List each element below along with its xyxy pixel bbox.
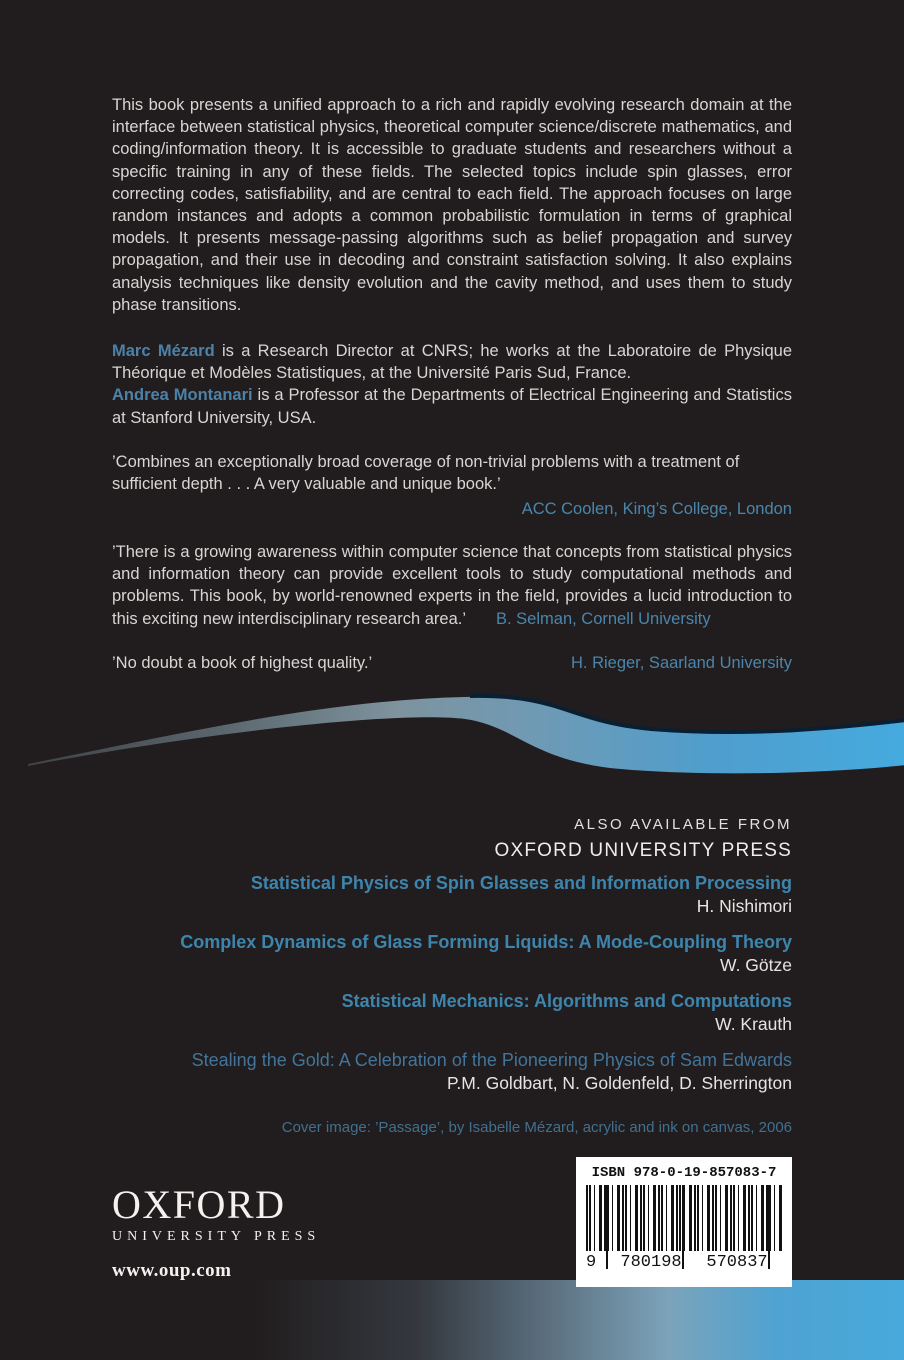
review-attribution: ACC Coolen, King’s College, London [521,500,792,519]
book-list-item [112,990,792,1035]
review-quote: ’No doubt a book of highest quality.’ [112,654,373,672]
book-list-item [112,931,792,976]
swoosh-ribbon [28,697,904,773]
book-list [112,872,792,1108]
review-rieger [112,652,792,674]
book-author: W. Götze [720,955,792,975]
cover-image-credit: Cover image: ’Passage’, by Isabelle Mézard, acrylic and ink on canvas, 2006 [281,1119,792,1136]
author-name: Andrea Montanari [112,386,253,405]
bottom-gradient-band [0,1280,904,1360]
author-bio [112,384,792,428]
author-bio-text: is a Professor at the Departments of Electrical Engineering and Statistics at Stanford University, USA. [112,386,792,427]
also-available-heading: ALSO AVAILABLE FROM [574,816,792,833]
ean-digit-group: 9 [586,1253,597,1272]
book-list-item [112,1049,792,1094]
isbn-number: ISBN 978-0-19-857083-7 [591,1165,777,1181]
oup-website: www.oup.com [112,1260,232,1281]
barcode-bars [586,1185,782,1251]
book-title: Statistical Mechanics: Algorithms and Computations [341,991,792,1011]
oxford-logo [112,1182,321,1282]
book-title: Stealing the Gold: A Celebration of the Pioneering Physics of Sam Edwards [191,1050,792,1070]
book-author: H. Nishimori [696,896,792,916]
review-quote: ’There is a growing awareness within computer science that concepts from statistical physics and information theory can provide excellent tools to study computational methods and problems. This book, by world-renowned experts in the field, provides a lucid introduction to this exciting new interdisciplinary research area.’ B. Selman, Cornell University [112,543,792,628]
author-bio-text: is a Research Director at CNRS; he works at the Laboratoire de Physique Théorique et Modèles Statistiques, at the Université Paris Sud, France. [112,342,793,383]
author-bio [112,340,792,384]
author-bios [112,340,792,429]
book-title: Complex Dynamics of Glass Forming Liquids: A Mode-Coupling Theory [180,932,792,952]
description-paragraph: This book presents a unified approach to a rich and rapidly evolving research domain at the interface between statistical physics, theoretical computer science/discrete mathematics, and coding/information theory. It is accessible to graduate students and researchers without a specific training in any of these fields. The selected topics include spin glasses, error correcting codes, satisfiability, and are central to each field. The approach focuses on large random instances and adopts a common probabilistic formulation in terms of graphical models. It presents message-passing algorithms such as belief propagation and survey propagation, and their use in decoding and constraint satisfaction solving. It also explains analysis techniques like density evolution and the cavity method, and uses them to study phase transitions. [112,96,792,314]
book-description [112,94,792,316]
review-attribution: H. Rieger, Saarland University [570,654,792,672]
university-press-wordmark: UNIVERSITY PRESS [112,1229,321,1244]
book-author: P.M. Goldbart, N. Goldenfeld, D. Sherrington [447,1073,792,1093]
ean-number [586,1253,782,1273]
review-attribution: B. Selman, Cornell University [496,609,711,628]
ean-digit-group: 780198 [620,1253,682,1272]
review-quote: ’Combines an exceptionally broad coverage of non-trivial problems with a treatment of sufficient depth . . . A very valuable and unique book.’ [112,453,740,494]
book-author: W. Krauth [715,1014,792,1034]
book-title: Statistical Physics of Spin Glasses and Information Processing [250,873,792,893]
ean-digit-group: 570837 [706,1253,768,1272]
book-list-item [112,872,792,917]
oxford-wordmark: OXFORD [112,1182,286,1227]
review-coolen [112,451,792,520]
isbn-barcode [576,1157,792,1287]
swoosh-ribbon-graphic [0,688,904,813]
review-selman [112,541,792,630]
oxford-university-press-heading: OXFORD UNIVERSITY PRESS [494,840,792,861]
author-name: Marc Mézard [112,342,215,360]
also-available-section [112,816,792,862]
